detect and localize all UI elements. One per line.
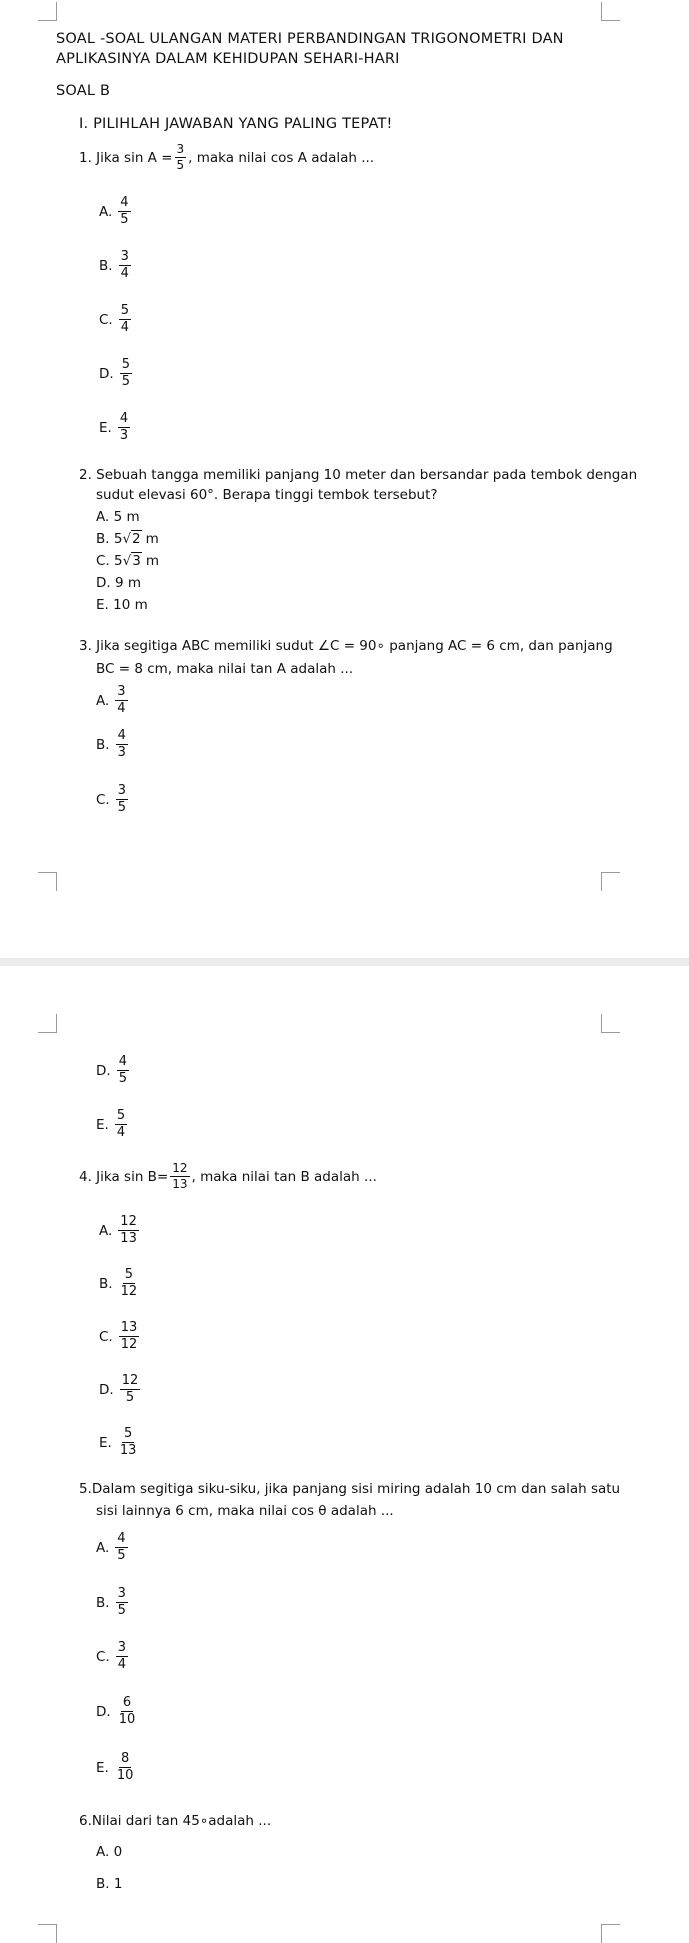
question-2-option-c[interactable]: C. 5 √ 3 m: [96, 552, 159, 569]
question-2-option-d[interactable]: D. 9 m: [96, 575, 142, 591]
question-5-option-c[interactable]: C. $\frac{3}{4}$: [96, 1640, 126, 1672]
option-fraction: $\frac{5}{4}$: [116, 1108, 126, 1140]
crop-mark: [38, 2, 57, 21]
question-5-option-d[interactable]: D. $\frac{6}{10}$: [96, 1695, 136, 1727]
question-5-option-a[interactable]: A. $\frac{4}{5}$: [96, 1531, 126, 1563]
document-page-2: [0, 966, 689, 1942]
option-fraction: $\frac{3}{5}$: [117, 783, 126, 815]
question-1-option-c[interactable]: C. $\frac{5}{4}$: [99, 303, 129, 335]
option-fraction: $\frac{3}{4}$: [117, 684, 126, 716]
option-fraction: $\frac{6}{10}$: [118, 1695, 136, 1727]
option-fraction: $\frac{3}{4}$: [120, 249, 129, 281]
question-4-fraction: $\frac{12}{13}$: [172, 1161, 188, 1191]
crop-mark: [38, 1924, 57, 1943]
option-fraction: $\frac{8}{10}$: [116, 1751, 134, 1783]
question-4-option-d[interactable]: D. $\frac{12}{5}$: [99, 1373, 139, 1405]
question-2-stem-line-2: sudut elevasi 60°. Berapa tinggi tembok tersebut?: [96, 487, 438, 503]
question-2-option-a[interactable]: A. 5 m: [96, 509, 140, 525]
document-title-line-1: SOAL -SOAL ULANGAN MATERI PERBANDINGAN TRIGONOMETRI DAN: [56, 31, 564, 47]
question-4-stem: [79, 1162, 377, 1191]
question-4-option-e[interactable]: E. $\frac{5}{13}$: [99, 1426, 137, 1458]
document-page-1: [0, 0, 689, 958]
crop-mark: [38, 872, 57, 891]
crop-mark: [601, 872, 620, 891]
question-5-stem-line-1: 5.Dalam segitiga siku-siku, jika panjang sisi miring adalah 10 cm dan salah satu: [79, 1481, 621, 1497]
question-4-option-a[interactable]: A. $\frac{12}{13}$: [99, 1214, 137, 1246]
question-3-stem-line-2: BC = 8 cm, maka nilai tan A adalah ...: [96, 661, 354, 677]
option-fraction: $\frac{5}{13}$: [119, 1426, 137, 1458]
question-1-option-a[interactable]: A. $\frac{4}{5}$: [99, 195, 129, 227]
question-5-option-b[interactable]: B. $\frac{3}{5}$: [96, 1586, 126, 1618]
question-6-option-a[interactable]: A. 0: [96, 1844, 123, 1860]
option-fraction: $\frac{4}{3}$: [117, 728, 126, 760]
question-2-stem-line-1: 2. Sebuah tangga memiliki panjang 10 meter dan bersandar pada tembok dengan: [79, 467, 638, 483]
question-1-fraction: $\frac{3}{5}$: [176, 142, 185, 172]
question-1-option-d[interactable]: D. $\frac{5}{5}$: [99, 357, 130, 389]
option-fraction: $\frac{12}{13}$: [120, 1214, 137, 1246]
option-fraction: $\frac{3}{4}$: [117, 1640, 126, 1672]
section-title: I. PILIHLAH JAWABAN YANG PALING TEPAT!: [79, 116, 393, 132]
page-separator: [0, 958, 689, 966]
question-3-option-d[interactable]: D. $\frac{4}{5}$: [96, 1054, 127, 1086]
question-4-option-c[interactable]: C. $\frac{13}{12}$: [99, 1320, 138, 1352]
option-fraction: $\frac{5}{5}$: [121, 357, 130, 389]
question-3-option-e[interactable]: E. $\frac{5}{4}$: [96, 1108, 126, 1140]
crop-mark: [601, 1924, 620, 1943]
question-1-prefix: 1. Jika sin A =: [79, 149, 173, 166]
question-6-option-b[interactable]: B. 1: [96, 1876, 123, 1892]
option-fraction: $\frac{3}{5}$: [117, 1586, 126, 1618]
question-5-option-e[interactable]: E. $\frac{8}{10}$: [96, 1751, 134, 1783]
set-label: SOAL B: [56, 83, 111, 99]
question-3-stem-line-1: 3. Jika segitiga ABC memiliki sudut ∠C = 90∘ panjang AC = 6 cm, dan panjang: [79, 638, 613, 654]
question-1-option-b[interactable]: B. $\frac{3}{4}$: [99, 249, 129, 281]
option-fraction: $\frac{13}{12}$: [120, 1320, 138, 1352]
crop-mark: [38, 1014, 57, 1033]
question-4-suffix: , maka nilai tan B adalah ...: [191, 1168, 377, 1185]
option-fraction: $\frac{4}{3}$: [119, 411, 129, 443]
question-1-stem: [79, 143, 374, 172]
question-2-option-e[interactable]: E. 10 m: [96, 597, 148, 613]
sqrt-symbol: √ 2: [122, 531, 141, 547]
sqrt-symbol: √ 3: [122, 553, 141, 569]
crop-mark: [601, 1014, 620, 1033]
question-2-option-b[interactable]: B. 5 √ 2 m: [96, 530, 159, 547]
question-5-stem-line-2: sisi lainnya 6 cm, maka nilai cos θ adalah ...: [96, 1503, 394, 1519]
question-3-option-a[interactable]: A. $\frac{3}{4}$: [96, 684, 126, 716]
question-6-stem: 6.Nilai dari tan 45∘adalah ...: [79, 1813, 272, 1829]
question-4-option-b[interactable]: B. $\frac{5}{12}$: [99, 1267, 138, 1299]
option-fraction: $\frac{12}{5}$: [121, 1373, 139, 1405]
question-1-option-e[interactable]: E. $\frac{4}{3}$: [99, 411, 129, 443]
question-1-suffix: , maka nilai cos A adalah ...: [188, 149, 375, 166]
option-fraction: $\frac{5}{4}$: [120, 303, 129, 335]
document-title-line-2: APLIKASINYA DALAM KEHIDUPAN SEHARI-HARI: [56, 51, 400, 67]
question-3-option-c[interactable]: C. $\frac{3}{5}$: [96, 783, 126, 815]
option-fraction: $\frac{4}{5}$: [120, 195, 129, 227]
option-fraction: $\frac{4}{5}$: [117, 1531, 126, 1563]
question-3-option-b[interactable]: B. $\frac{4}{3}$: [96, 728, 126, 760]
crop-mark: [601, 2, 620, 21]
option-fraction: $\frac{4}{5}$: [118, 1054, 127, 1086]
option-fraction: $\frac{5}{12}$: [120, 1267, 138, 1299]
question-4-prefix: 4. Jika sin B=: [79, 1168, 169, 1185]
